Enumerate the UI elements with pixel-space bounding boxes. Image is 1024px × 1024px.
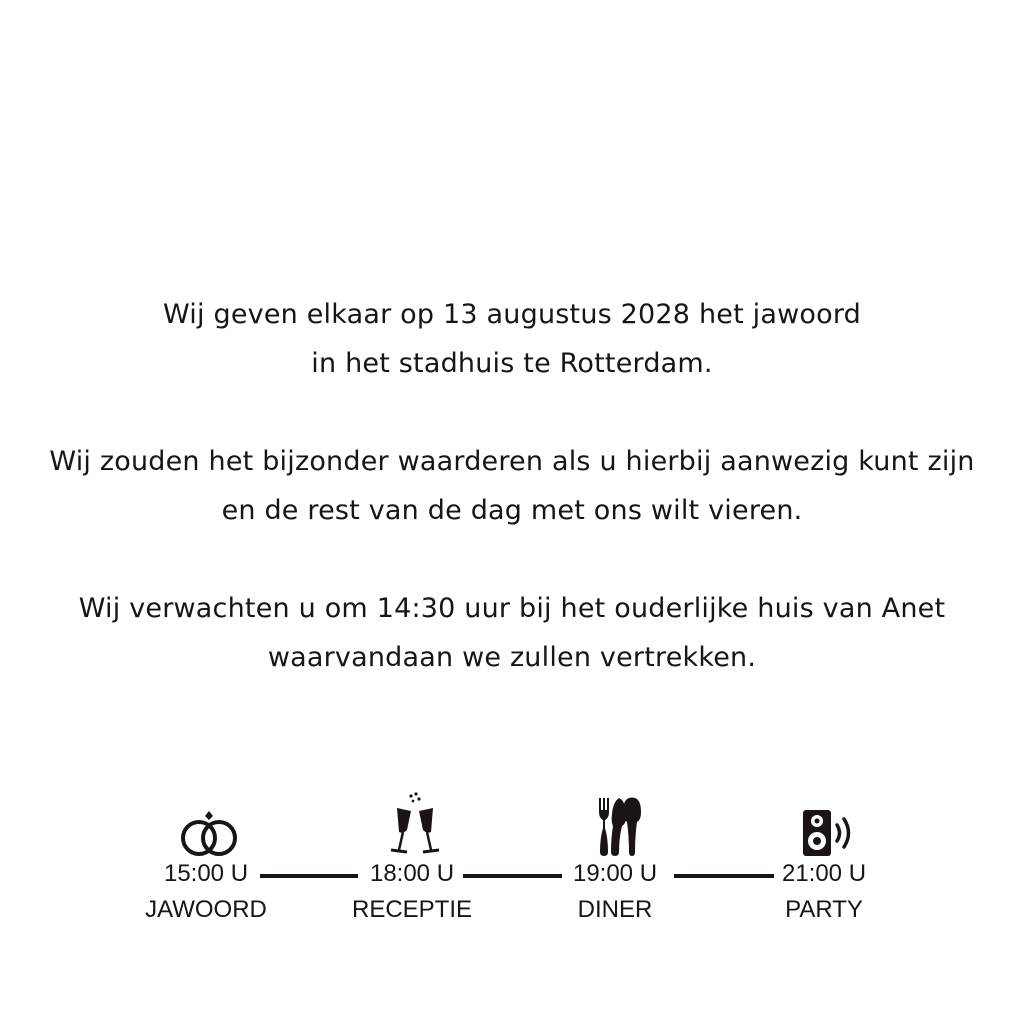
intro-line: Wij verwachten u om 14:30 uur bij het ouderlijke huis van Anet (78, 593, 946, 624)
timeline-label: RECEPTIE (351, 896, 473, 923)
intro-line: en de rest van de dag met ons wilt vieren. (221, 495, 803, 526)
timeline-time: 21:00 U (781, 860, 867, 887)
intro-line: waarvandaan we zullen vertrekken. (267, 642, 757, 673)
intro-line: Wij zouden het bijzonder waarderen als u hierbij aanwezig kunt zijn (49, 446, 975, 477)
timeline-label: DINER (577, 896, 653, 923)
timeline-label: PARTY (785, 896, 863, 923)
timeline-time: 15:00 U (163, 860, 249, 887)
intro-line: Wij geven elkaar op 13 augustus 2028 het jawoord (163, 299, 861, 330)
timeline-time: 18:00 U (369, 860, 455, 887)
invitation-text (0, 290, 1024, 682)
wedding-rings-icon (175, 788, 245, 858)
intro-line: in het stadhuis te Rotterdam. (311, 348, 713, 379)
cutlery-icon (584, 788, 654, 858)
timeline-label: JAWOORD (145, 896, 267, 923)
speaker-icon (794, 788, 864, 858)
champagne-glasses-icon (380, 788, 450, 858)
schedule-timeline (0, 780, 1024, 940)
timeline-time: 19:00 U (572, 860, 658, 887)
